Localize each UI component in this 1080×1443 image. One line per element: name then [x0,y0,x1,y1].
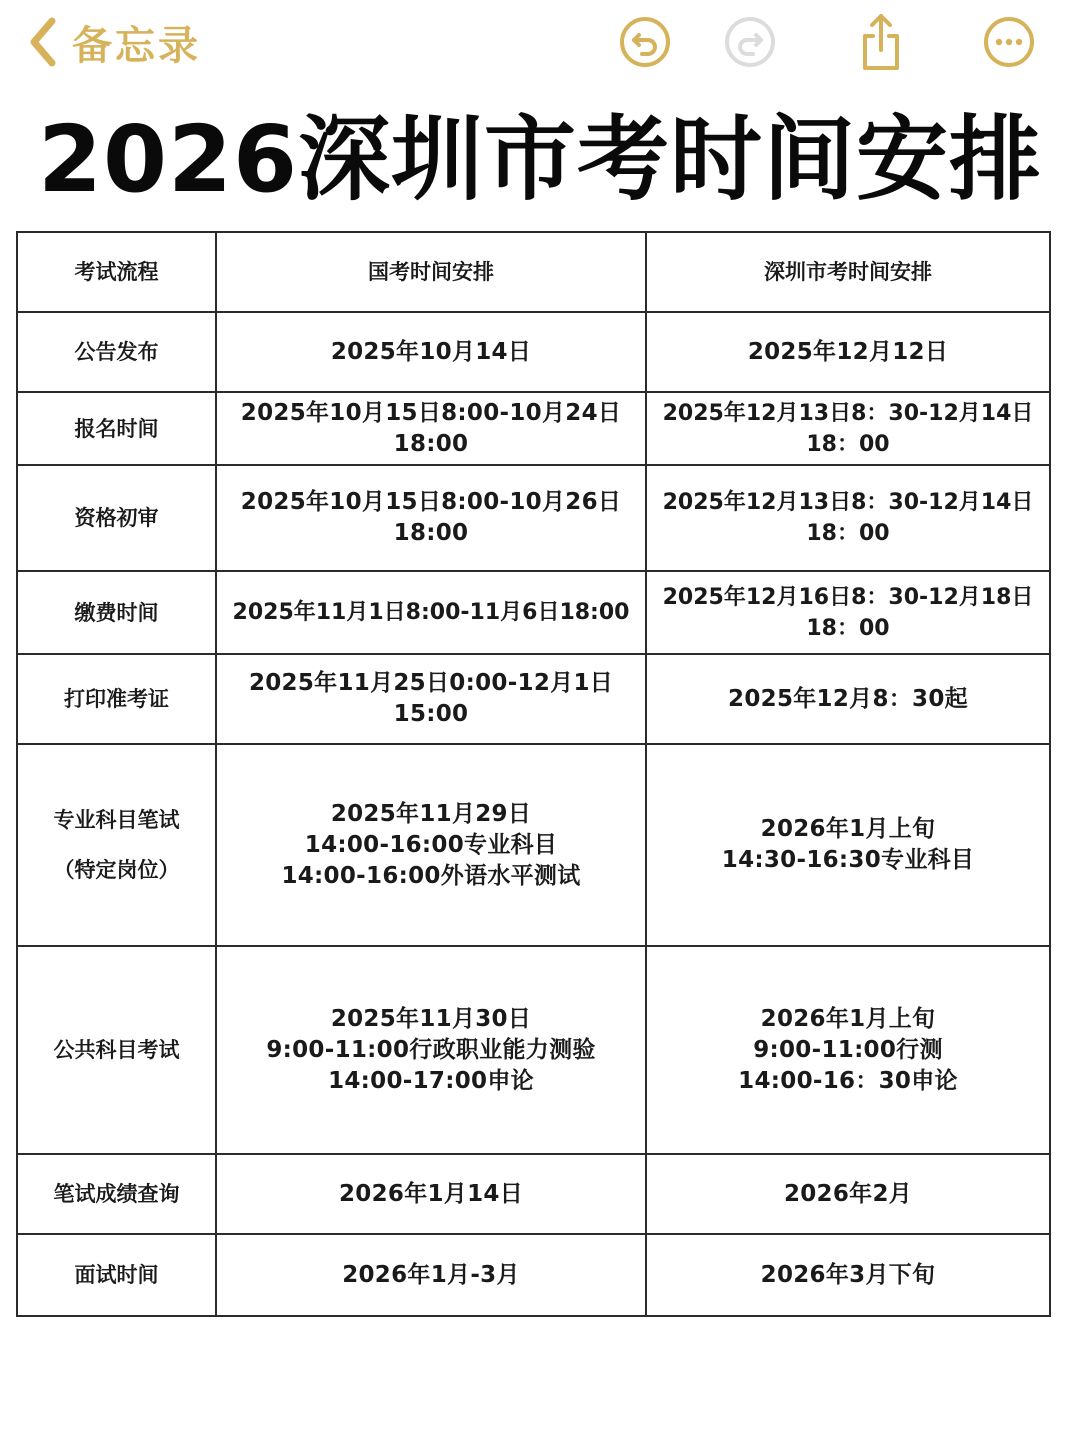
back-label: 备忘录 [72,22,201,69]
share-icon [856,12,906,72]
national-cell: 2025年11月29日 14:00-16:00专业科目 14:00-16:00外语水平测试 [216,744,646,946]
table-row [17,744,1050,946]
shenzhen-cell: 2025年12月12日 [646,312,1050,392]
stage-cell: 打印准考证 [17,654,216,744]
shenzhen-cell: 2026年2月 [646,1154,1050,1234]
stage-cell: 缴费时间 [17,571,216,654]
back-button[interactable] [28,14,201,70]
national-cell: 2025年10月15日8:00-10月24日 18:00 [216,392,646,465]
stage-cell: 公共科目考试 [17,946,216,1154]
stage-cell: 报名时间 [17,392,216,465]
table-row [17,946,1050,1154]
national-cell: 2025年11月30日 9:00-11:00行政职业能力测验 14:00-17:00申论 [216,946,646,1154]
header-shenzhen: 深圳市考时间安排 [646,232,1050,312]
stage-cell: 笔试成绩查询 [17,1154,216,1234]
back-chevron-icon [28,17,58,67]
national-cell: 2026年1月-3月 [216,1234,646,1316]
national-cell: 2026年1月14日 [216,1154,646,1234]
table-row [17,571,1050,654]
table-row [17,392,1050,465]
national-cell: 2025年11月25日0:00-12月1日 15:00 [216,654,646,744]
table-row [17,312,1050,392]
share-button[interactable] [853,14,909,70]
header-stage: 考试流程 [17,232,216,312]
shenzhen-cell: 2025年12月8：30起 [646,654,1050,744]
page-title: 2026深圳市考时间安排 [37,106,1043,213]
table-row [17,1154,1050,1234]
shenzhen-cell: 2026年1月上旬 9:00-11:00行测 14:00-16：30申论 [646,946,1050,1154]
undo-button[interactable] [617,14,673,70]
table-row [17,654,1050,744]
national-cell: 2025年11月1日8:00-11月6日18:00 [216,571,646,654]
more-button[interactable] [981,14,1037,70]
table-row [17,465,1050,571]
undo-icon [618,15,672,69]
more-icon [982,15,1036,69]
schedule-table [16,231,1051,1317]
table-row [17,1234,1050,1316]
shenzhen-cell: 2025年12月13日8：30-12月14日 18：00 [646,465,1050,571]
shenzhen-cell: 2026年3月下旬 [646,1234,1050,1316]
stage-cell: 面试时间 [17,1234,216,1316]
stage-cell: 资格初审 [17,465,216,571]
national-cell: 2025年10月14日 [216,312,646,392]
table-header-row [17,232,1050,312]
header-national: 国考时间安排 [216,232,646,312]
navigation-bar [0,0,1080,90]
stage-cell: 公告发布 [17,312,216,392]
shenzhen-cell: 2025年12月16日8：30-12月18日 18：00 [646,571,1050,654]
redo-button[interactable] [722,14,778,70]
national-cell: 2025年10月15日8:00-10月26日 18:00 [216,465,646,571]
redo-icon [723,15,777,69]
shenzhen-cell: 2025年12月13日8：30-12月14日 18：00 [646,392,1050,465]
shenzhen-cell: 2026年1月上旬 14:30-16:30专业科目 [646,744,1050,946]
stage-cell: 专业科目笔试 （特定岗位） [17,744,216,946]
